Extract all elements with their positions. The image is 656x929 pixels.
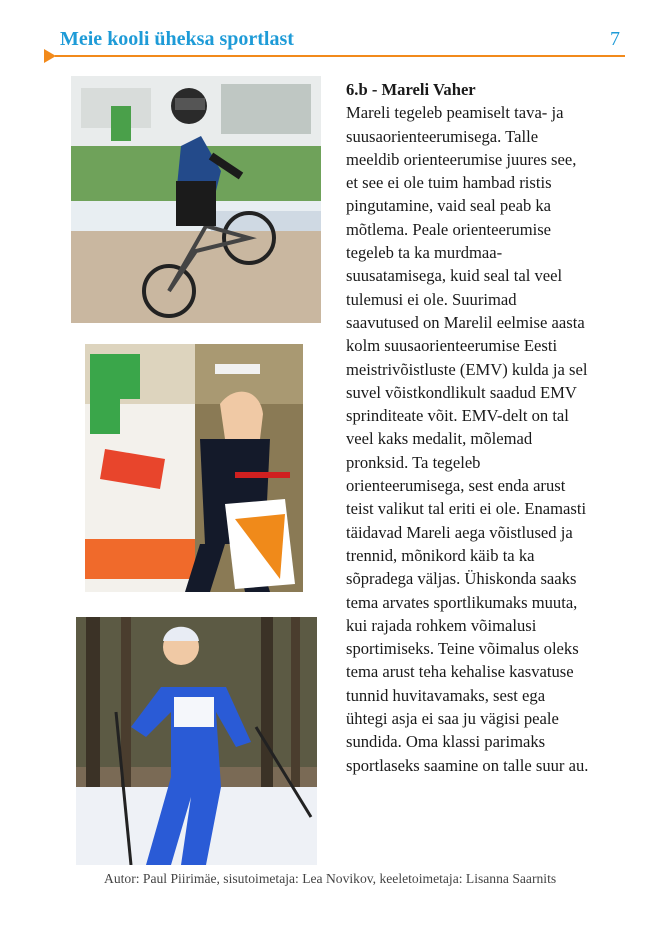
- text-line: trennid, mõnikord käib ta ka: [346, 545, 535, 565]
- text-line: orienteerumisega, sest enda arust: [346, 476, 566, 496]
- text-line: mõtlema. Peale orienteerumise: [346, 219, 552, 239]
- text-line: Mareli tegeleb peamiselt tava- ja: [346, 103, 564, 123]
- text-line: sportimiseks. Teine võimalus oleks: [346, 639, 579, 659]
- header-divider: [55, 55, 625, 57]
- text-line: suusatamisega, kuid seal tal veel: [346, 266, 563, 286]
- text-line: sõpradega väljas. Ühiskonda saaks: [346, 569, 577, 589]
- text-line: pingutamine, vaid seal peab ka: [346, 196, 552, 216]
- footer-credits: Autor: Paul Piirimäe, sisutoimetaja: Lea Novikov, keeletoimetaja: Lisanna Saarnits: [104, 871, 557, 886]
- text-line: tema arust teha kehalise kasvatuse: [346, 662, 574, 682]
- bmx-rider-photo: [71, 76, 321, 323]
- text-line: tunnid huvitavamaks, sest ega: [346, 685, 546, 705]
- text-line: kolm suusaorienteerumise Eesti: [346, 336, 558, 356]
- text-line: ühtegi asja ei saa ju vägisi peale: [346, 709, 559, 729]
- text-line: pronksid. Ta tegeleb: [346, 452, 481, 472]
- athlete-profile: [346, 78, 636, 777]
- text-line: tema arvates sportlikumaks muuta,: [346, 592, 578, 612]
- athlete-heading: 6.b - Mareli Vaher: [346, 80, 476, 99]
- orienteering-runner-photo: [85, 344, 303, 592]
- page-number: 7: [610, 28, 620, 50]
- text-line: kui rajada rohkem võimalusi: [346, 615, 537, 635]
- text-line: sportlaseks saamine on talle suur au.: [346, 755, 589, 775]
- text-line: tulemusi ei ole. Suurimad: [346, 289, 517, 309]
- skier-photo: [76, 617, 317, 865]
- text-line: et see ei ole tuim hambad ristis: [346, 173, 552, 193]
- text-line: sundida. Oma klassi parimaks: [346, 732, 546, 752]
- page-title: Meie kooli üheksa sportlast: [60, 28, 294, 50]
- text-line: suvel võistkondlikult saadud EMV: [346, 382, 577, 402]
- text-line: meeldib orienteerumise juures see,: [346, 149, 577, 169]
- text-line: täidavad Mareli aega võistlused ja: [346, 522, 573, 542]
- text-line: meistrivõistluste (EMV) kulda ja sel: [346, 359, 588, 379]
- athlete-text: [346, 101, 636, 777]
- text-line: tegeleb ta ka murdmaa-: [346, 243, 503, 263]
- text-line: teist valikut tal eriti ei ole. Enamasti: [346, 499, 587, 519]
- text-line: suusaorienteerumisega. Talle: [346, 126, 539, 146]
- text-line: saavutused on Marelil eelmise aasta: [346, 312, 585, 332]
- text-line: sprinditeate võit. EMV-delt on tal: [346, 406, 569, 426]
- text-line: veel kaks medalit, mõlemad: [346, 429, 533, 449]
